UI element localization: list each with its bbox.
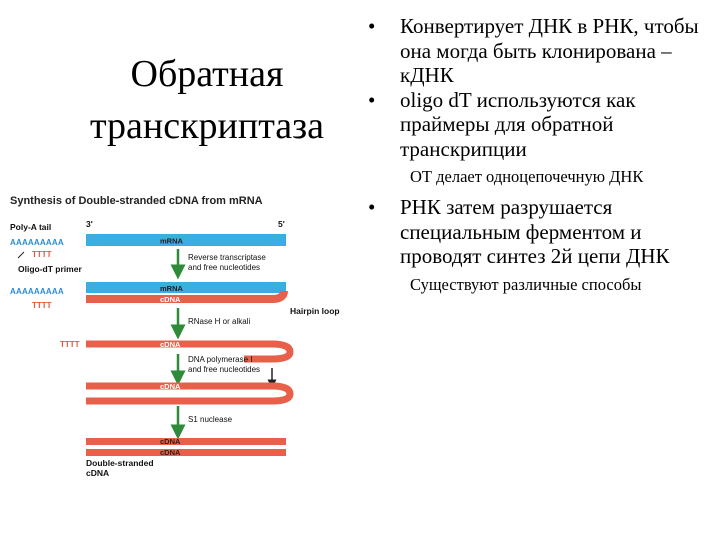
step3-label-line1: DNA polymerase I	[188, 355, 253, 364]
bullet-item	[368, 195, 718, 269]
poly-a-sequence: AAAAAAAAA	[10, 238, 64, 247]
cdna-label-5a: cDNA	[160, 437, 181, 446]
step1-label-line1: Reverse transcriptase	[188, 253, 266, 262]
double-strand-hairpin	[86, 386, 290, 401]
poly-a-label: Poly-A tail	[10, 222, 52, 232]
oligo-dt-label: Oligo-dT primer	[18, 264, 82, 274]
bullet-marker: •	[368, 195, 376, 219]
title-line-2: транскриптаза	[89, 105, 325, 147]
hairpin-label: Hairpin loop	[290, 306, 340, 316]
cdna-label-3: cDNA	[160, 340, 181, 349]
end-3-label: 3'	[86, 219, 93, 229]
tttt-primer: TTTT	[32, 250, 52, 259]
tttt-primer-3: TTTT	[60, 340, 80, 349]
bullet-item	[368, 14, 718, 88]
mrna-label-2: mRNA	[160, 284, 183, 293]
cdna-label-4: cDNA	[160, 382, 181, 391]
bullet-marker: •	[368, 14, 376, 38]
step4-label: S1 nuclease	[188, 415, 233, 424]
final-label-line2: cDNA	[86, 468, 110, 478]
slide-title	[62, 48, 352, 152]
title-line-1: Обратная	[130, 53, 284, 95]
final-label-line1: Double-stranded	[86, 458, 154, 468]
bullet-item	[368, 88, 718, 162]
final-cdna-strand-bottom	[86, 449, 286, 456]
sub-bullet-text: Существуют различные способы	[410, 274, 642, 294]
end-5-label: 5'	[278, 219, 285, 229]
cdna-label-2: cDNA	[160, 295, 181, 304]
cdna-label-5b: cDNA	[160, 448, 181, 457]
final-cdna-strand-top	[86, 438, 286, 445]
mrna-label: mRNA	[160, 236, 183, 246]
bullet-text: oligo dT используются как праймеры для обратной транскрипции	[400, 87, 636, 161]
mrna-strand-2	[86, 282, 286, 293]
bullet-text: РНК затем разрушается специальным ферментом и проводят синтез 2й цепи ДНК	[400, 195, 670, 268]
primer-pointer	[18, 252, 24, 258]
sub-bullet-text: ОТ делает одноцепочечную ДНК	[410, 167, 644, 186]
step2-label: RNase H or alkali	[188, 317, 251, 326]
step3-label-line2: and free nucleotides	[188, 365, 261, 374]
bullet-marker: •	[368, 87, 376, 112]
tttt-primer-2: TTTT	[32, 301, 52, 310]
diagram-title: Synthesis of Double-stranded cDNA from mRNA	[10, 195, 263, 207]
mrna-strand	[86, 234, 286, 246]
bullet-text: Конвертирует ДНК в РНК, чтобы она могда быть клонирована – кДНК	[400, 14, 699, 87]
poly-a-sequence-2: AAAAAAAAA	[10, 287, 64, 296]
bullet-list	[368, 14, 718, 303]
cdna-synthesis-diagram	[0, 186, 360, 486]
step1-label-line2: and free nucleotides	[188, 263, 261, 272]
